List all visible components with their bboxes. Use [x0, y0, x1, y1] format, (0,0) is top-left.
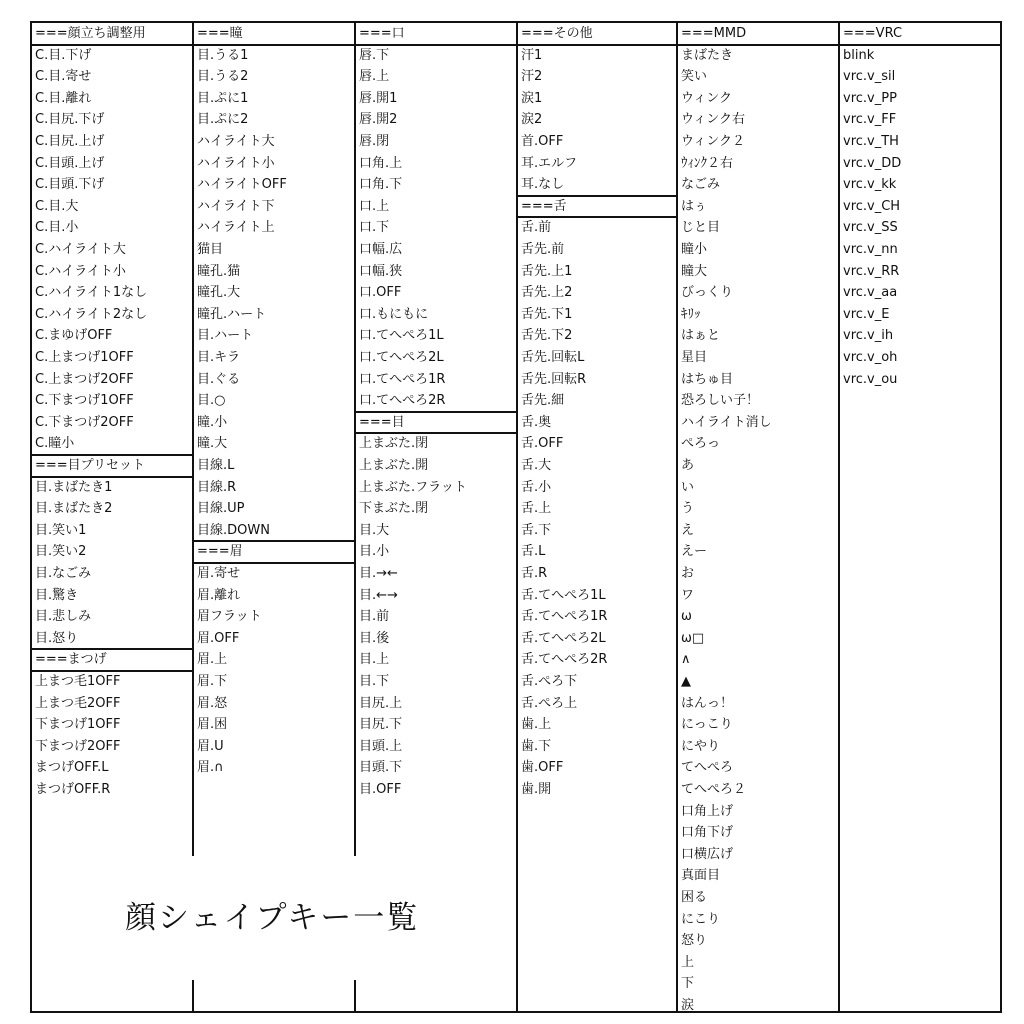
- list-item: 涙2: [521, 112, 543, 128]
- list-item: 舌.OFF: [521, 436, 564, 452]
- list-item: vrc.v_sil: [843, 69, 896, 85]
- list-item: あ: [681, 458, 695, 473]
- list-item: 上: [681, 954, 695, 970]
- list-item: 口.てへぺろ1R: [359, 371, 446, 387]
- list-item: vrc.v_aa: [843, 285, 898, 301]
- list-item: 真面目: [681, 868, 721, 884]
- list-item: 舌先.上2: [521, 285, 573, 301]
- list-item: 目.なごみ: [35, 566, 92, 581]
- list-item: 目頭.下: [359, 760, 403, 776]
- list-item: 目.怒り: [35, 630, 79, 646]
- list-item: 舌.てへぺろ2L: [521, 630, 606, 646]
- list-item: 瞳.小: [197, 414, 228, 430]
- list-item: 目.上: [359, 652, 390, 668]
- list-item: 唇.上: [359, 69, 390, 85]
- list-item: C.下まつげ2OFF: [35, 414, 134, 430]
- list-item: vrc.v_kk: [843, 177, 897, 193]
- list-item: 涙1: [521, 90, 543, 106]
- list-item: 舌.大: [521, 458, 552, 473]
- list-item: 舌先.細: [521, 393, 565, 409]
- list-item: vrc.v_ih: [843, 328, 894, 344]
- list-item: ▲: [681, 674, 691, 689]
- list-item: C.下まつげ1OFF: [35, 393, 134, 409]
- list-item: まつげOFF.L: [35, 760, 109, 776]
- list-item: 舌.てへぺろ2R: [521, 652, 608, 668]
- list-item: 歯.OFF: [521, 760, 564, 776]
- list-item: 眉.U: [197, 738, 224, 754]
- section-header: ===目プリセット: [35, 458, 146, 473]
- list-item: vrc.v_ou: [843, 371, 898, 387]
- list-item: 瞳大: [681, 263, 708, 279]
- list-item: 目線.R: [197, 479, 237, 495]
- list-item: vrc.v_DD: [843, 155, 902, 171]
- list-item: 眉.怒: [197, 695, 228, 711]
- list-item: はぁと: [681, 328, 721, 344]
- list-item: ω: [681, 609, 692, 625]
- list-item: 口.上: [359, 198, 390, 214]
- list-item: C.ハイライト小: [35, 263, 126, 279]
- list-item: 目尻.上: [359, 695, 403, 711]
- list-item: 瞳孔.猫: [197, 263, 241, 279]
- list-item: 下まぶた.閉: [359, 501, 429, 517]
- list-item: C.目.寄せ: [35, 69, 92, 85]
- list-item: ハイライト小: [197, 155, 275, 171]
- list-item: 笑い: [681, 69, 708, 85]
- list-item: 口.もにもに: [359, 306, 429, 322]
- list-item: 歯.開: [521, 782, 552, 797]
- list-item: い: [681, 479, 695, 495]
- list-item: 口.てへぺろ2L: [359, 350, 444, 365]
- list-item: vrc.v_FF: [843, 112, 897, 128]
- list-item: 舌先.下2: [521, 328, 573, 344]
- list-item: 唇.開2: [359, 112, 398, 128]
- list-item: 目.ぐる: [197, 371, 241, 387]
- list-item: 目.驚き: [35, 587, 79, 603]
- list-item: C.目尻.下げ: [35, 112, 105, 128]
- list-item: ω□: [681, 630, 705, 646]
- list-item: 目.後: [359, 630, 390, 646]
- list-item: 舌.小: [521, 479, 552, 495]
- list-item: vrc.v_RR: [843, 263, 900, 279]
- list-item: C.目.小: [35, 220, 79, 236]
- list-item: ハイライト下: [197, 198, 275, 214]
- list-item: 目.ぷに2: [197, 112, 249, 128]
- list-item: 舌先.上1: [521, 263, 573, 279]
- list-item: 舌.ぺろ上: [521, 695, 578, 711]
- list-item: 上まつ毛2OFF: [35, 695, 121, 711]
- list-item: vrc.v_CH: [843, 198, 901, 214]
- list-item: 舌.上: [521, 501, 552, 517]
- list-item: 下: [681, 976, 695, 992]
- list-item: 怒り: [681, 933, 708, 949]
- list-item: 瞳孔.大: [197, 285, 241, 301]
- list-item: 舌先.回転R: [521, 371, 587, 387]
- list-item: 汗2: [521, 69, 543, 85]
- list-item: にっこり: [681, 717, 733, 733]
- list-item: ウィンク右: [681, 112, 745, 128]
- list-item: う: [681, 501, 695, 517]
- list-item: ウィンク: [681, 90, 732, 106]
- list-item: 舌.てへぺろ1L: [521, 587, 606, 603]
- list-item: 目尻.下: [359, 717, 403, 733]
- list-item: 唇.下: [359, 47, 390, 63]
- list-item: 目線.DOWN: [197, 522, 270, 538]
- section-header: ===MMD: [681, 26, 747, 41]
- list-item: C.目.下げ: [35, 47, 92, 63]
- list-item: まつげOFF.R: [35, 782, 111, 797]
- list-item: 眉.離れ: [197, 587, 241, 603]
- list-item: 目.笑い1: [35, 522, 87, 538]
- list-item: 口角.上: [359, 155, 403, 171]
- list-item: 舌先.回転L: [521, 350, 585, 365]
- list-item: 眉.∩: [197, 760, 224, 776]
- list-item: なごみ: [681, 177, 721, 193]
- list-item: 舌.下: [521, 522, 552, 538]
- list-item: 口横広げ: [681, 846, 734, 862]
- list-item: 上まぶた.フラット: [359, 479, 467, 495]
- list-item: ワ: [681, 587, 695, 603]
- list-item: 目.前: [359, 609, 390, 625]
- list-item: C.目.大: [35, 198, 79, 214]
- list-item: 目.うる1: [197, 47, 249, 63]
- list-item: 目.←→: [359, 587, 398, 603]
- column-divider: [1000, 21, 1002, 1013]
- list-item: にこり: [681, 911, 721, 927]
- list-item: 耳.なし: [521, 177, 565, 193]
- list-item: お: [681, 566, 695, 581]
- list-item: え: [681, 522, 695, 538]
- list-item: 口.てへぺろ2R: [359, 393, 446, 409]
- list-item: 下まつげ2OFF: [35, 738, 121, 754]
- list-item: 上まぶた.閉: [359, 436, 429, 452]
- list-item: 舌.R: [521, 566, 548, 581]
- section-header: ===目: [359, 414, 405, 430]
- list-item: 口幅.広: [359, 242, 403, 257]
- list-item: 目.うる2: [197, 69, 249, 85]
- list-item: ∧: [681, 652, 691, 668]
- list-item: にやり: [681, 738, 721, 754]
- list-item: 目.小: [359, 544, 390, 560]
- list-item: 目.○: [197, 393, 226, 409]
- list-item: 目.ハート: [197, 328, 254, 344]
- list-item: 唇.開1: [359, 90, 398, 106]
- list-item: 眉.困: [197, 717, 228, 733]
- list-item: 目線.L: [197, 458, 235, 473]
- section-header: ===まつげ: [35, 652, 107, 668]
- list-item: ぺろっ: [681, 436, 721, 452]
- list-item: 目.OFF: [359, 782, 402, 797]
- list-item: 舌.前: [521, 220, 552, 236]
- list-item: 困る: [681, 890, 708, 905]
- section-header: ===口: [359, 26, 405, 41]
- list-item: 涙: [681, 998, 695, 1013]
- list-item: びっくり: [681, 285, 734, 301]
- list-item: 眉.上: [197, 652, 228, 668]
- list-item: 目.大: [359, 522, 390, 538]
- list-item: 舌.L: [521, 544, 546, 560]
- list-item: 下まつげ1OFF: [35, 717, 121, 733]
- list-item: vrc.v_E: [843, 306, 890, 322]
- list-item: 眉.OFF: [197, 630, 240, 646]
- list-item: C.ハイライト1なし: [35, 285, 148, 301]
- list-item: C.目.離れ: [35, 90, 92, 106]
- list-item: 舌.ぺろ下: [521, 674, 578, 689]
- list-item: 口.下: [359, 220, 390, 236]
- list-item: ハイライトOFF: [197, 177, 287, 193]
- list-item: 目頭.上: [359, 738, 403, 754]
- section-header: ===VRC: [843, 26, 903, 41]
- list-item: C.目頭.上げ: [35, 155, 105, 171]
- list-item: じと目: [681, 220, 721, 236]
- list-item: 口.OFF: [359, 285, 402, 301]
- list-item: 目.悲しみ: [35, 609, 92, 625]
- list-item: ハイライト大: [197, 134, 275, 149]
- list-item: 上まぶた.開: [359, 458, 429, 473]
- list-item: vrc.v_SS: [843, 220, 898, 236]
- list-item: 上まつ毛1OFF: [35, 674, 121, 689]
- list-item: vrc.v_oh: [843, 350, 898, 365]
- list-item: 目線.UP: [197, 501, 245, 517]
- section-header: ===瞳: [197, 26, 243, 41]
- list-item: 目.キラ: [197, 350, 241, 365]
- list-item: 歯.下: [521, 738, 552, 754]
- list-item: 口角.下: [359, 177, 403, 193]
- list-item: まばたき: [681, 47, 734, 63]
- list-item: ハイライト上: [197, 220, 275, 236]
- list-item: えー: [681, 544, 708, 560]
- column-divider: [354, 980, 356, 1013]
- list-item: blink: [843, 47, 875, 63]
- list-item: 星目: [681, 350, 708, 365]
- section-header: ===顔立ち調整用: [35, 26, 146, 41]
- list-item: 眉フラット: [197, 609, 262, 625]
- section-header: ===舌: [521, 198, 567, 214]
- list-item: 口幅.狭: [359, 263, 403, 279]
- section-header: ===眉: [197, 544, 243, 560]
- list-item: 目.下: [359, 674, 390, 689]
- list-item: 瞳.大: [197, 436, 228, 452]
- list-item: 舌先.前: [521, 242, 565, 257]
- list-item: てへぺろ: [681, 760, 734, 776]
- list-item: ｷﾘｯ: [681, 306, 701, 322]
- list-item: C.まゆげOFF: [35, 328, 113, 344]
- list-item: ｳｨﾝｸ２右: [681, 155, 734, 171]
- list-item: C.ハイライト2なし: [35, 306, 148, 322]
- list-item: vrc.v_TH: [843, 134, 899, 149]
- page-title: 顔シェイプキー一覧: [125, 900, 420, 936]
- list-item: てへぺろ２: [681, 782, 747, 797]
- list-item: 舌.奥: [521, 414, 552, 430]
- list-item: 目.まばたき1: [35, 479, 113, 495]
- list-item: 眉.寄せ: [197, 566, 241, 581]
- list-item: 口.てへぺろ1L: [359, 328, 444, 344]
- list-item: ハイライト消し: [681, 414, 772, 430]
- list-item: 猫目: [197, 242, 224, 257]
- list-item: 口角下げ: [681, 825, 734, 841]
- list-item: 首.OFF: [521, 134, 564, 149]
- list-item: はぅ: [681, 198, 708, 214]
- list-item: 眉.下: [197, 674, 228, 689]
- list-item: C.ハイライト大: [35, 242, 126, 257]
- list-item: はちゅ目: [681, 371, 734, 387]
- list-item: 舌先.下1: [521, 306, 573, 322]
- section-header: ===その他: [521, 26, 593, 41]
- list-item: 口角上げ: [681, 803, 734, 819]
- list-item: 恐ろしい子！: [681, 393, 760, 409]
- list-item: vrc.v_nn: [843, 242, 898, 257]
- list-item: ウィンク２: [681, 134, 745, 149]
- list-item: 汗1: [521, 47, 543, 63]
- list-item: 舌.てへぺろ1R: [521, 609, 608, 625]
- list-item: 瞳小: [681, 242, 708, 257]
- list-item: はんっ！: [681, 695, 734, 711]
- list-item: 目.まばたき2: [35, 501, 113, 517]
- list-item: C.目尻.上げ: [35, 134, 105, 149]
- list-item: 瞳孔.ハート: [197, 306, 267, 322]
- list-item: vrc.v_PP: [843, 90, 897, 106]
- list-item: C.上まつげ1OFF: [35, 350, 134, 365]
- list-item: 目.笑い2: [35, 544, 87, 560]
- list-item: 唇.閉: [359, 134, 390, 149]
- list-item: 目.ぷに1: [197, 90, 249, 106]
- list-item: 耳.エルフ: [521, 155, 578, 171]
- list-item: C.上まつげ2OFF: [35, 371, 134, 387]
- list-item: C.目頭.下げ: [35, 177, 105, 193]
- list-item: C.瞳小: [35, 436, 75, 452]
- list-item: 歯.上: [521, 717, 552, 733]
- column-divider: [192, 980, 194, 1013]
- list-item: 目.→←: [359, 566, 398, 581]
